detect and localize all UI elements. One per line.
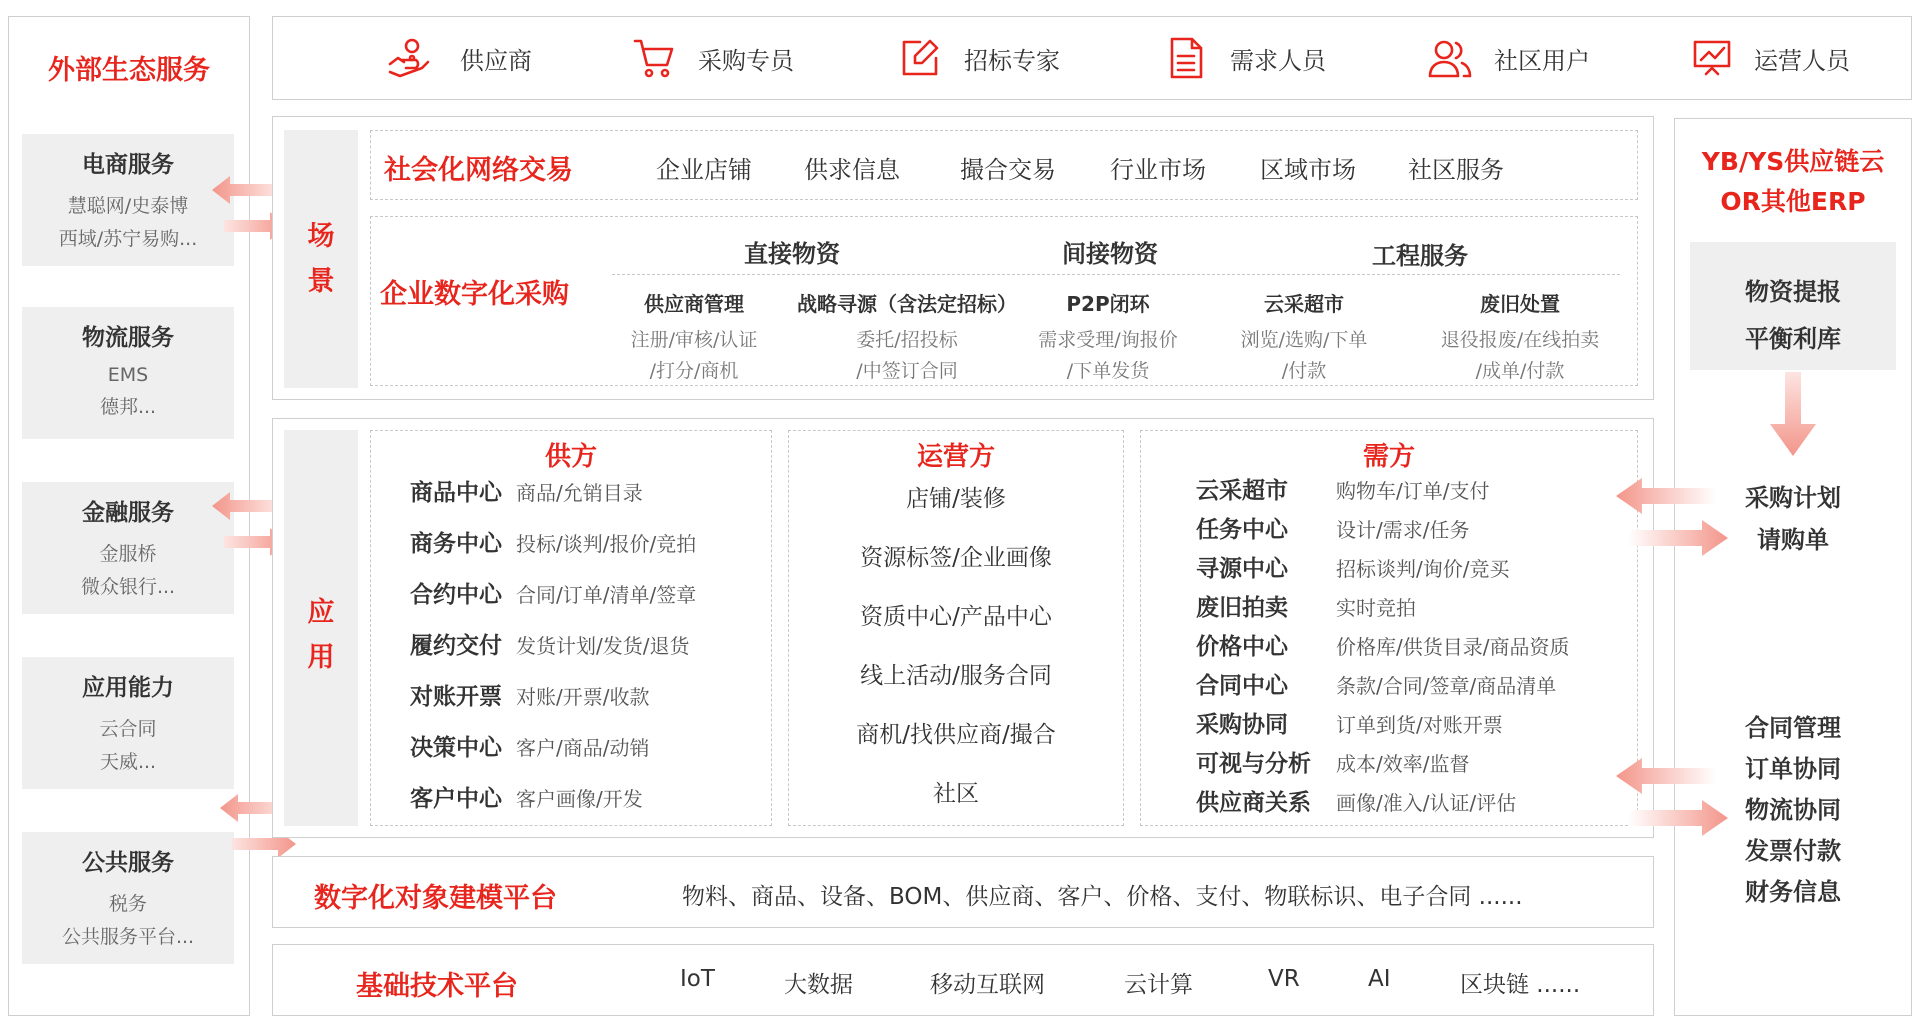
list-item [410, 678, 696, 729]
list-item [410, 576, 696, 627]
supply-row-value: 商品/允销目录 [516, 481, 643, 505]
ecommerce-service-line2: 西域/苏宁易购... [58, 228, 198, 250]
header-engineering-service: 工程服务 [1372, 242, 1468, 270]
list-item [1196, 667, 1569, 706]
demand-row-value: 条款/合同/签章/商品清单 [1336, 674, 1557, 698]
role-operator [1692, 30, 1850, 86]
social-item-industry-market: 行业市场 [1110, 156, 1206, 184]
col-waste-disposal-title: 废旧处置 [1480, 292, 1560, 316]
col-p2p-loop-line2: /下单发货 [1066, 360, 1150, 382]
supply-row-key: 对账开票 [410, 684, 502, 710]
list-item: 发票付款 [1745, 837, 1841, 865]
demand-row-value: 购物车/订单/支付 [1336, 479, 1490, 503]
demand-row-key: 废旧拍卖 [1196, 595, 1288, 621]
demand-row-value: 设计/需求/任务 [1336, 518, 1470, 542]
supply-row-value: 客户/商品/动销 [516, 736, 650, 760]
supply-row-key: 客户中心 [410, 786, 502, 812]
col-cloud-supermarket-line2: /付款 [1281, 360, 1327, 382]
demand-row-value: 实时竞拍 [1336, 596, 1416, 620]
demand-row-key: 采购协同 [1196, 712, 1288, 738]
application-label-char2: 用 [307, 642, 335, 673]
base-tech-mobile: 移动互联网 [930, 972, 1045, 998]
list-item [410, 627, 696, 678]
users-icon [1428, 38, 1472, 78]
social-item-store: 企业店铺 [656, 156, 752, 184]
document-icon [1168, 36, 1204, 80]
col-cloud-supermarket [1214, 288, 1394, 383]
demand-row-key: 供应商关系 [1196, 790, 1311, 816]
demand-row-value: 成本/效率/监督 [1336, 752, 1470, 776]
social-item-community: 社区服务 [1408, 156, 1504, 184]
operator-side-list [788, 480, 1124, 834]
demand-row-value: 订单到货/对账开票 [1336, 713, 1503, 737]
social-item-region-market: 区域市场 [1260, 156, 1356, 184]
col-supplier-management-title: 供应商管理 [644, 292, 744, 316]
finance-service-line1: 金服桥 [99, 543, 157, 565]
role-demand-label: 需求人员 [1230, 46, 1326, 75]
scene-label-char2: 景 [307, 266, 335, 297]
supplier-hand-icon [386, 36, 430, 80]
app-capability-box [22, 657, 234, 789]
role-bid-expert [900, 30, 1060, 86]
enterprise-procurement-title: 企业数字化采购 [380, 279, 569, 310]
list-item: 店铺/装修 [906, 486, 1006, 512]
down-arrow [1768, 372, 1818, 458]
ecommerce-service-box [22, 134, 234, 266]
col-strategic-sourcing-title: 战略寻源（含法定招标） [797, 292, 1017, 316]
list-item: 线上活动/服务合同 [860, 663, 1052, 689]
requisition-label: 请购单 [1757, 526, 1829, 554]
app-capability-title: 应用能力 [82, 675, 174, 701]
material-report-label: 物资提报 [1745, 278, 1841, 306]
col-p2p-loop [1018, 288, 1198, 383]
role-community-label: 社区用户 [1494, 46, 1590, 75]
scene-label-char1: 场 [307, 221, 335, 252]
inventory-balance-label: 平衡利库 [1745, 325, 1841, 353]
contract-bidirectional-arrow [1616, 758, 1728, 838]
role-supplier-label: 供应商 [460, 46, 532, 75]
logistics-service-box [22, 307, 234, 439]
social-item-supply-demand: 供求信息 [804, 156, 900, 184]
col-cloud-supermarket-title: 云采超市 [1264, 292, 1344, 316]
base-tech-cloud: 云计算 [1124, 972, 1193, 998]
supply-side-title: 供方 [544, 442, 597, 472]
role-buyer-label: 采购专员 [698, 46, 794, 75]
supply-row-key: 决策中心 [410, 735, 502, 761]
role-supplier [386, 30, 532, 86]
finance-service-box [22, 482, 234, 614]
demand-row-value: 招标谈判/询价/竞买 [1336, 557, 1510, 581]
col-strategic-sourcing [782, 288, 1032, 383]
list-item: 财务信息 [1745, 878, 1841, 906]
demand-row-value: 画像/准入/认证/评估 [1336, 791, 1517, 815]
list-item [1196, 745, 1569, 784]
col-p2p-loop-line1: 需求受理/询报价 [1038, 329, 1178, 351]
list-item [1196, 589, 1569, 628]
header-indirect-materials: 间接物资 [1062, 240, 1158, 268]
col-cloud-supermarket-line1: 浏览/选购/下单 [1240, 329, 1368, 351]
demand-row-key: 价格中心 [1196, 634, 1288, 660]
supply-row-value: 对账/开票/收款 [516, 685, 650, 709]
list-item [410, 729, 696, 780]
col-p2p-loop-title: P2P闭环 [1066, 292, 1150, 316]
supply-row-value: 合同/订单/清单/签章 [516, 583, 697, 607]
list-item: 物流协同 [1745, 796, 1841, 824]
list-item: 合同管理 [1745, 714, 1841, 742]
role-demand [1168, 30, 1326, 86]
modeling-platform-title: 数字化对象建模平台 [314, 883, 557, 914]
demand-row-key: 任务中心 [1196, 517, 1288, 543]
finance-service-title: 金融服务 [82, 500, 174, 526]
erp-title-line1: YB/YS供应链云 [1701, 147, 1885, 176]
demand-row-key: 合同中心 [1196, 673, 1288, 699]
ecommerce-service-line1: 慧聪网/史泰博 [67, 195, 189, 217]
list-item [410, 780, 696, 831]
col-strategic-sourcing-line1: 委托/招投标 [856, 329, 958, 351]
finance-service-line2: 微众银行... [80, 576, 176, 598]
list-item: 商机/找供应商/撮合 [856, 722, 1056, 748]
logistics-service-line1: EMS [107, 364, 149, 386]
role-buyer [632, 30, 794, 86]
col-waste-disposal-line1: 退役报废/在线拍卖 [1440, 329, 1600, 351]
public-service-box [22, 832, 234, 964]
supply-row-key: 商务中心 [410, 531, 502, 557]
header-direct-materials: 直接物资 [744, 240, 840, 268]
list-item [1196, 511, 1569, 550]
edit-icon [900, 38, 940, 78]
logistics-service-line2: 德邦... [99, 396, 157, 418]
role-community [1428, 30, 1590, 86]
enterprise-header-divider [612, 274, 1620, 275]
list-item: 社区 [933, 781, 979, 807]
list-item [1196, 472, 1569, 511]
demand-row-key: 寻源中心 [1196, 556, 1288, 582]
supply-side-list [410, 474, 696, 831]
chart-icon [1692, 38, 1732, 78]
base-tech-title: 基础技术平台 [356, 971, 518, 1002]
public-service-line2: 公共服务平台... [61, 926, 195, 948]
list-item [1196, 628, 1569, 667]
material-report-box [1690, 242, 1896, 370]
modeling-platform-items: 物料、商品、设备、BOM、供应商、客户、价格、支付、物联标识、电子合同 ...... [682, 884, 1523, 910]
col-waste-disposal-line2: /成单/付款 [1475, 360, 1565, 382]
demand-row-key: 云采超市 [1196, 478, 1288, 504]
list-item: 订单协同 [1745, 755, 1841, 783]
app-capability-line2: 天威... [99, 751, 157, 773]
role-operator-label: 运营人员 [1754, 46, 1850, 75]
demand-row-key: 可视与分析 [1196, 751, 1311, 777]
supply-row-key: 商品中心 [410, 480, 502, 506]
erp-title-line2: OR其他ERP [1720, 187, 1866, 216]
purchase-plan-label: 采购计划 [1745, 484, 1841, 512]
list-item: 资质中心/产品中心 [860, 604, 1052, 630]
list-item: 资源标签/企业画像 [860, 545, 1052, 571]
purchase-plan-bidirectional-arrow [1616, 478, 1728, 558]
col-waste-disposal [1420, 288, 1620, 383]
app-capability-line1: 云合同 [99, 718, 157, 740]
base-tech-iot: IoT [680, 966, 715, 992]
list-item [1196, 706, 1569, 745]
demand-side-title: 需方 [1362, 442, 1415, 472]
demand-row-value: 价格库/供货目录/商品资质 [1336, 635, 1570, 659]
social-item-matching: 撮合交易 [960, 156, 1056, 184]
cart-icon [632, 36, 676, 80]
supply-row-value: 投标/谈判/报价/竞拍 [516, 532, 697, 556]
base-tech-blockchain: 区块链 ...... [1460, 972, 1581, 998]
public-service-line1: 税务 [108, 893, 147, 915]
supply-row-value: 发货计划/发货/退货 [516, 634, 690, 658]
social-trade-title: 社会化网络交易 [384, 155, 573, 186]
col-strategic-sourcing-line2: /中签订合同 [856, 360, 958, 382]
base-tech-ai: AI [1368, 966, 1391, 992]
role-bid-expert-label: 招标专家 [964, 46, 1060, 75]
supply-row-key: 履约交付 [410, 633, 502, 659]
list-item [1196, 784, 1569, 823]
demand-side-list [1196, 472, 1569, 823]
ecommerce-service-title: 电商服务 [82, 152, 174, 178]
operator-side-title: 运营方 [916, 442, 995, 472]
supply-row-value: 客户画像/开发 [516, 787, 643, 811]
list-item [410, 525, 696, 576]
scene-label-box [284, 130, 358, 388]
public-service-title: 公共服务 [82, 850, 174, 876]
external-ecosystem-title: 外部生态服务 [48, 55, 210, 86]
base-tech-vr: VR [1268, 966, 1300, 992]
col-supplier-management-line2: /打分/商机 [649, 360, 739, 382]
logistics-service-title: 物流服务 [82, 325, 174, 351]
col-supplier-management [604, 288, 784, 383]
col-supplier-management-line1: 注册/审核/认证 [630, 329, 758, 351]
list-item [410, 474, 696, 525]
supply-row-key: 合约中心 [410, 582, 502, 608]
application-label-char1: 应 [307, 597, 335, 628]
list-item [1196, 550, 1569, 589]
application-label-box [284, 430, 358, 826]
base-tech-bigdata: 大数据 [784, 972, 853, 998]
